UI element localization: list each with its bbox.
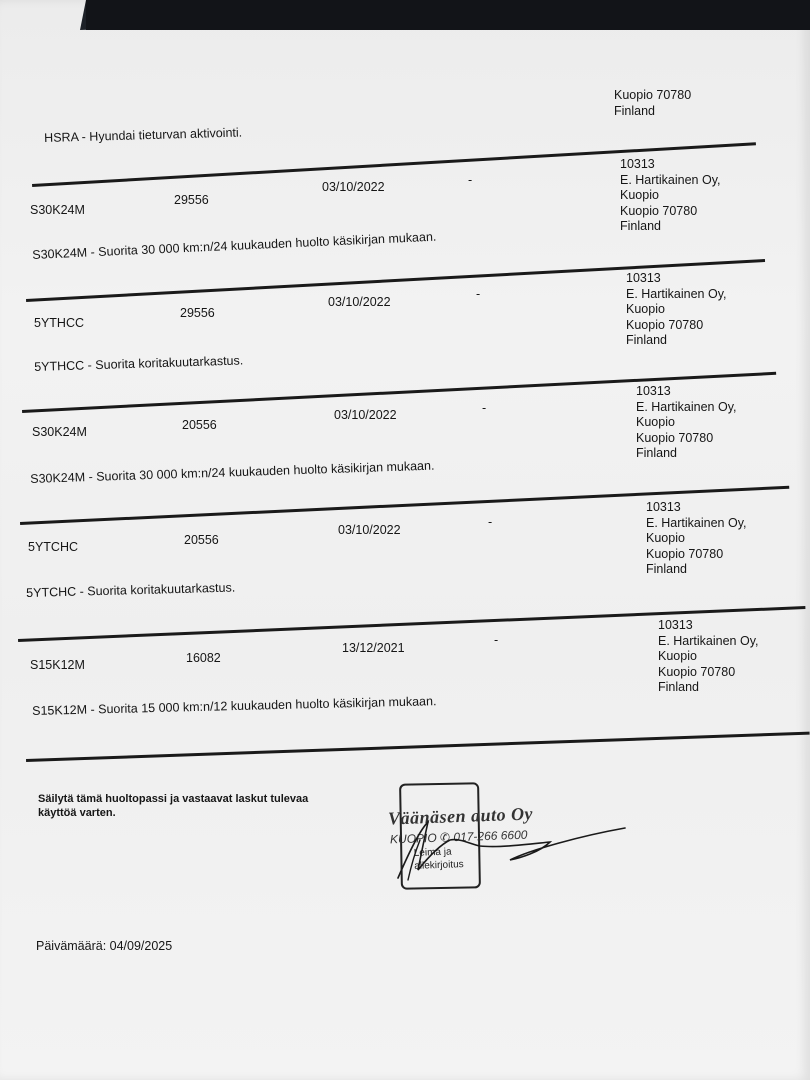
- dealer-country: Finland: [620, 219, 661, 233]
- stamp-city-phone: KUOPIO ✆ 017-266 6600: [389, 827, 528, 847]
- handwritten-signature: [380, 800, 640, 890]
- dealer-name: E. Hartikainen Oy,: [626, 286, 727, 301]
- entry-description: S15K12M - Suorita 15 000 km:n/12 kuukauden huolto käsikirjan mukaan.: [32, 694, 437, 718]
- dealer-postal: Kuopio 70780: [658, 664, 736, 679]
- dealer-name: E. Hartikainen Oy,: [646, 515, 747, 530]
- dealer-postal: Kuopio 70780: [626, 317, 704, 332]
- print-date: Päivämäärä: 04/09/2025: [36, 939, 173, 953]
- dealer-postal: Kuopio 70780: [646, 546, 724, 561]
- entry-code: 5YTCHC: [28, 540, 79, 554]
- header-address: [614, 88, 691, 119]
- dealer-number: 10313: [620, 157, 655, 171]
- entry-description: S30K24M - Suorita 30 000 km:n/24 kuukauden huolto käsikirjan mukaan.: [30, 458, 435, 486]
- entry-dealer: [658, 618, 759, 696]
- dealer-postal: Kuopio 70780: [620, 203, 698, 218]
- dealer-country: Finland: [658, 680, 699, 694]
- entry-dash: -: [468, 173, 473, 187]
- header-address-line1: Kuopio 70780: [614, 88, 692, 102]
- entry-km: 29556: [174, 193, 209, 207]
- keep-records-note: Säilytä tämä huoltopassi ja vastaavat laskut tulevaa käyttöä varten.: [38, 793, 309, 819]
- entry-km: 20556: [184, 533, 219, 547]
- entry-date: 03/10/2022: [338, 523, 401, 537]
- entry-dash: -: [482, 401, 487, 415]
- dealer-name: E. Hartikainen Oy,: [636, 399, 737, 414]
- closing-divider: [26, 732, 810, 762]
- entry-dealer: [620, 157, 721, 235]
- entry-code: S30K24M: [32, 425, 87, 439]
- entry-date: 03/10/2022: [322, 180, 385, 194]
- dealer-city: Kuopio: [620, 188, 659, 202]
- dealer-country: Finland: [646, 562, 687, 576]
- entry-km: 16082: [186, 651, 221, 665]
- first-entry-description: HSRA - Hyundai tieturvan aktivointi.: [44, 125, 243, 145]
- dealer-postal: Kuopio 70780: [636, 430, 714, 445]
- entry-code: S15K12M: [30, 658, 85, 672]
- entry-description: S30K24M - Suorita 30 000 km:n/24 kuukauden huolto käsikirjan mukaan.: [32, 229, 437, 262]
- entry-dealer: [646, 500, 747, 578]
- dealer-number: 10313: [658, 618, 693, 632]
- entry-dash: -: [488, 515, 493, 529]
- dealer-name: E. Hartikainen Oy,: [658, 633, 759, 648]
- dealer-city: Kuopio: [658, 649, 697, 663]
- entry-description: 5YTCHC - Suorita koritakuutarkastus.: [26, 580, 236, 600]
- dealer-name: E. Hartikainen Oy,: [620, 172, 721, 187]
- entry-date: 03/10/2022: [328, 295, 391, 309]
- dealer-city: Kuopio: [646, 531, 685, 545]
- dealer-country: Finland: [626, 333, 667, 347]
- dealer-number: 10313: [646, 500, 681, 514]
- entry-code: 5YTHCC: [34, 316, 85, 330]
- entry-date: 03/10/2022: [334, 408, 397, 422]
- entry-km: 29556: [180, 306, 215, 320]
- dealer-number: 10313: [626, 271, 661, 285]
- entry-description: 5YTHCC - Suorita koritakuutarkastus.: [34, 353, 244, 374]
- entry-code: S30K24M: [30, 203, 85, 217]
- entry-km: 20556: [182, 418, 217, 432]
- entry-dash: -: [476, 287, 481, 301]
- stamp-label-line1: Leima ja: [413, 846, 452, 859]
- stamp-company-name: Väänäsen auto Oy: [387, 803, 534, 829]
- entry-date: 13/12/2021: [342, 641, 405, 655]
- header-address-line2: Finland: [614, 103, 655, 118]
- dealer-city: Kuopio: [636, 415, 675, 429]
- entry-dealer: [626, 271, 727, 349]
- stamp-label-line2: allekirjoitus: [414, 859, 464, 872]
- entry-dash: -: [494, 633, 499, 647]
- entry-dealer: [636, 384, 737, 462]
- dealer-country: Finland: [636, 446, 677, 460]
- dealer-city: Kuopio: [626, 302, 665, 316]
- dealer-number: 10313: [636, 384, 671, 398]
